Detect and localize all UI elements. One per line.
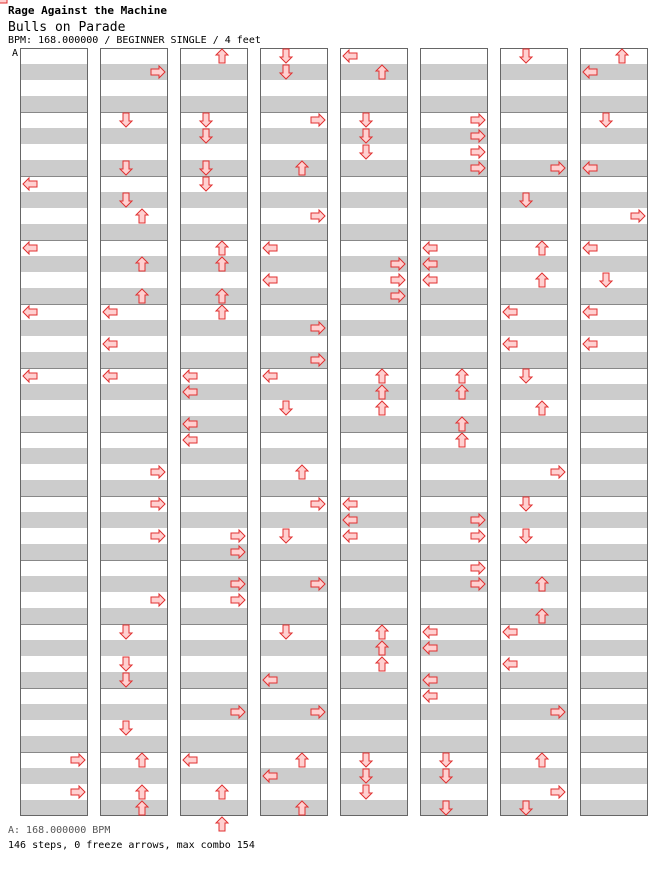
beat-stripe <box>420 448 488 464</box>
beat-stripe <box>580 704 648 720</box>
beat-stripe <box>340 224 408 240</box>
beat-stripe <box>260 96 328 112</box>
step-arrow-up-icon <box>216 785 228 799</box>
beat-stripe <box>340 800 408 816</box>
beat-stripe <box>420 384 488 400</box>
beat-stripe <box>500 608 568 624</box>
beat-stripe <box>260 800 328 816</box>
chart-column <box>260 49 328 817</box>
beat-stripe <box>100 256 168 272</box>
beat-stripe <box>580 544 648 560</box>
beat-stripe <box>500 224 568 240</box>
beat-stripe <box>500 512 568 528</box>
beat-stripe <box>260 608 328 624</box>
beat-stripe <box>500 800 568 816</box>
beat-stripe <box>340 416 408 432</box>
step-arrow-up-icon <box>376 401 388 415</box>
beat-stripe <box>100 192 168 208</box>
step-arrow-right-icon <box>471 146 485 158</box>
step-arrow-up-icon <box>376 369 388 383</box>
step-arrow-right-icon <box>151 530 165 542</box>
step-arrow-left-icon <box>423 274 437 286</box>
beat-stripe <box>340 128 408 144</box>
step-arrow-left-icon <box>103 338 117 350</box>
step-arrow-left-icon <box>343 50 357 62</box>
step-arrow-down-icon <box>120 721 132 735</box>
step-arrow-down-icon <box>200 177 212 191</box>
step-arrow-up-icon <box>456 369 468 383</box>
beat-stripe <box>420 704 488 720</box>
beat-stripe <box>180 512 248 528</box>
beat-stripe <box>420 768 488 784</box>
beat-stripe <box>420 192 488 208</box>
step-arrow-left-icon <box>183 434 197 446</box>
beat-stripe <box>500 576 568 592</box>
beat-stripe <box>580 288 648 304</box>
beat-stripe <box>100 160 168 176</box>
beat-stripe <box>500 480 568 496</box>
step-arrow-down-icon <box>280 401 292 415</box>
chart-column <box>340 49 408 817</box>
beat-stripe <box>580 512 648 528</box>
beat-stripe <box>260 288 328 304</box>
beat-stripe <box>260 64 328 80</box>
beat-stripe <box>100 224 168 240</box>
step-arrow-right-icon <box>151 594 165 606</box>
beat-stripe <box>180 160 248 176</box>
beat-stripe <box>20 704 88 720</box>
step-arrow-down-icon <box>360 785 372 799</box>
beat-stripe <box>100 352 168 368</box>
step-arrow-left-icon <box>343 530 357 542</box>
beat-stripe <box>260 384 328 400</box>
step-arrow-left-icon <box>103 306 117 318</box>
step-arrow-left-icon <box>503 338 517 350</box>
beat-stripe <box>100 576 168 592</box>
beat-stripe <box>20 160 88 176</box>
beat-stripe <box>20 768 88 784</box>
beat-stripe <box>100 640 168 656</box>
beat-stripe <box>100 736 168 752</box>
step-arrow-right-icon <box>551 466 565 478</box>
step-arrow-up-icon <box>136 209 148 223</box>
step-arrow-up-icon <box>536 401 548 415</box>
beat-stripe <box>20 544 88 560</box>
step-arrow-left-icon <box>583 242 597 254</box>
beat-stripe <box>180 800 248 816</box>
step-arrow-left-icon <box>183 754 197 766</box>
step-arrow-right-icon <box>71 754 85 766</box>
beat-stripe <box>580 480 648 496</box>
beat-stripe <box>20 800 88 816</box>
step-arrow-up-icon <box>216 241 228 255</box>
beat-stripe <box>180 320 248 336</box>
chart-info: BPM: 168.000000 / BEGINNER SINGLE / 4 feet <box>8 35 261 46</box>
step-arrow-up-icon <box>536 241 548 255</box>
beat-stripe <box>100 544 168 560</box>
step-arrow-left-icon <box>263 242 277 254</box>
step-arrow-left-icon <box>103 370 117 382</box>
step-arrow-down-icon <box>520 49 532 63</box>
beat-stripe <box>340 480 408 496</box>
beat-stripe <box>420 320 488 336</box>
beat-stripe <box>340 352 408 368</box>
beat-stripe <box>180 608 248 624</box>
step-arrow-right-icon <box>231 530 245 542</box>
step-arrow-left-icon <box>503 626 517 638</box>
beat-stripe <box>180 640 248 656</box>
step-arrow-right-icon <box>151 466 165 478</box>
step-arrow-up-icon <box>376 625 388 639</box>
step-arrow-down-icon <box>600 273 612 287</box>
beat-stripe <box>420 800 488 816</box>
beat-stripe <box>500 416 568 432</box>
beat-stripe <box>420 64 488 80</box>
step-arrow-down-icon <box>280 625 292 639</box>
beat-stripe <box>580 576 648 592</box>
step-arrow-up-icon <box>536 273 548 287</box>
beat-stripe <box>420 96 488 112</box>
beat-stripe <box>500 96 568 112</box>
step-arrow-right-icon <box>471 562 485 574</box>
beat-stripe <box>340 640 408 656</box>
beat-stripe <box>260 160 328 176</box>
beat-stripe <box>20 512 88 528</box>
beat-stripe <box>580 384 648 400</box>
step-arrow-up-icon <box>216 817 228 831</box>
beat-stripe <box>500 64 568 80</box>
beat-stripe <box>20 480 88 496</box>
step-arrow-up-icon <box>376 657 388 671</box>
step-arrow-up-icon <box>136 785 148 799</box>
beat-stripe <box>100 128 168 144</box>
step-arrow-down-icon <box>120 625 132 639</box>
beat-stripe <box>100 96 168 112</box>
beat-stripe <box>260 416 328 432</box>
step-arrow-right-icon <box>471 114 485 126</box>
beat-stripe <box>420 608 488 624</box>
step-arrow-up-icon <box>136 753 148 767</box>
beat-stripe <box>180 224 248 240</box>
song-title: Bulls on Parade <box>8 20 126 35</box>
step-arrow-right-icon <box>311 210 325 222</box>
beat-stripe <box>580 192 648 208</box>
step-arrow-left-icon <box>423 690 437 702</box>
beat-stripe <box>580 224 648 240</box>
chart-column <box>20 49 88 817</box>
beat-stripe <box>340 192 408 208</box>
beat-stripe <box>20 736 88 752</box>
beat-stripe <box>500 640 568 656</box>
beat-stripe <box>100 704 168 720</box>
beat-stripe <box>340 320 408 336</box>
step-arrow-up-icon <box>216 49 228 63</box>
step-arrow-down-icon <box>360 145 372 159</box>
beat-stripe <box>100 416 168 432</box>
beat-stripe <box>500 736 568 752</box>
step-arrow-left-icon <box>183 370 197 382</box>
step-arrow-up-icon <box>296 465 308 479</box>
beat-stripe <box>180 288 248 304</box>
step-arrow-right-icon <box>311 114 325 126</box>
beat-stripe <box>500 192 568 208</box>
beat-stripe <box>20 576 88 592</box>
beat-stripe <box>340 736 408 752</box>
beat-stripe <box>580 672 648 688</box>
step-arrow-right-icon <box>151 498 165 510</box>
song-artist: Rage Against the Machine <box>8 4 167 17</box>
beat-stripe <box>500 288 568 304</box>
beat-stripe <box>500 768 568 784</box>
beat-stripe <box>260 480 328 496</box>
beat-stripe <box>100 672 168 688</box>
beat-stripe <box>20 640 88 656</box>
beat-stripe <box>420 544 488 560</box>
beat-stripe <box>580 128 648 144</box>
bpm-marker-label: A <box>12 48 19 59</box>
beat-stripe <box>20 448 88 464</box>
beat-stripe <box>500 352 568 368</box>
beat-stripe <box>100 448 168 464</box>
beat-stripe <box>500 128 568 144</box>
beat-stripe <box>340 448 408 464</box>
beat-stripe <box>20 96 88 112</box>
beat-stripe <box>180 672 248 688</box>
beat-stripe <box>20 224 88 240</box>
step-arrow-left-icon <box>423 242 437 254</box>
beat-stripe <box>340 576 408 592</box>
beat-stripe <box>20 256 88 272</box>
beat-stripe <box>100 384 168 400</box>
beat-stripe <box>180 256 248 272</box>
beat-stripe <box>180 448 248 464</box>
beat-stripe <box>420 480 488 496</box>
step-arrow-left-icon <box>503 658 517 670</box>
beat-stripe <box>580 608 648 624</box>
step-arrow-down-icon <box>200 113 212 127</box>
step-arrow-up-icon <box>536 753 548 767</box>
beat-stripe <box>260 544 328 560</box>
beat-stripe <box>180 64 248 80</box>
step-arrow-right-icon <box>551 786 565 798</box>
beat-stripe <box>420 416 488 432</box>
beat-stripe <box>180 192 248 208</box>
beat-stripe <box>20 352 88 368</box>
beat-stripe <box>260 256 328 272</box>
beat-stripe <box>580 320 648 336</box>
step-arrow-left-icon <box>23 242 37 254</box>
step-arrow-right-icon <box>231 594 245 606</box>
step-arrow-left-icon <box>503 306 517 318</box>
step-arrow-right-icon <box>471 530 485 542</box>
step-arrow-down-icon <box>520 369 532 383</box>
beat-stripe <box>580 96 648 112</box>
beat-stripe <box>20 320 88 336</box>
beat-stripe <box>580 800 648 816</box>
beat-stripe <box>340 608 408 624</box>
beat-stripe <box>20 608 88 624</box>
beat-stripe <box>500 384 568 400</box>
beat-stripe <box>100 288 168 304</box>
step-arrow-right-icon <box>391 274 405 286</box>
step-arrow-down-icon <box>600 113 612 127</box>
beat-stripe <box>340 672 408 688</box>
step-arrow-undefined-icon <box>0 0 7 6</box>
beat-stripe <box>20 416 88 432</box>
beat-stripe <box>340 96 408 112</box>
step-arrow-up-icon <box>216 305 228 319</box>
step-arrow-down-icon <box>280 529 292 543</box>
step-arrow-down-icon <box>360 113 372 127</box>
step-arrow-right-icon <box>311 498 325 510</box>
step-arrow-down-icon <box>520 529 532 543</box>
beat-stripe <box>100 320 168 336</box>
beat-stripe <box>20 192 88 208</box>
beat-stripe <box>180 128 248 144</box>
step-arrow-up-icon <box>296 753 308 767</box>
footer-step-count: 146 steps, 0 freeze arrows, max combo 154 <box>8 840 255 851</box>
beat-stripe <box>500 544 568 560</box>
beat-stripe <box>500 672 568 688</box>
beat-stripe <box>180 96 248 112</box>
beat-stripe <box>580 352 648 368</box>
step-arrow-left-icon <box>23 178 37 190</box>
step-arrow-left-icon <box>23 370 37 382</box>
beat-stripe <box>20 288 88 304</box>
step-arrow-up-icon <box>616 49 628 63</box>
beat-stripe <box>580 256 648 272</box>
beat-stripe <box>180 480 248 496</box>
step-arrow-right-icon <box>631 210 645 222</box>
beat-stripe <box>100 768 168 784</box>
step-arrow-left-icon <box>423 626 437 638</box>
chart-column <box>420 49 488 817</box>
beat-stripe <box>580 416 648 432</box>
step-arrow-up-icon <box>456 433 468 447</box>
step-arrow-down-icon <box>440 753 452 767</box>
beat-stripe <box>260 224 328 240</box>
step-arrow-left-icon <box>23 306 37 318</box>
beat-stripe <box>100 800 168 816</box>
beat-stripe <box>340 768 408 784</box>
beat-stripe <box>340 160 408 176</box>
beat-stripe <box>260 192 328 208</box>
beat-stripe <box>340 544 408 560</box>
beat-stripe <box>340 704 408 720</box>
beat-stripe <box>420 224 488 240</box>
step-arrow-down-icon <box>120 657 132 671</box>
beat-stripe <box>500 320 568 336</box>
beat-stripe <box>420 352 488 368</box>
step-arrow-down-icon <box>280 49 292 63</box>
step-arrow-down-icon <box>520 497 532 511</box>
beat-stripe <box>500 256 568 272</box>
beat-stripe <box>20 64 88 80</box>
beat-stripe <box>260 448 328 464</box>
step-arrow-right-icon <box>71 786 85 798</box>
beat-stripe <box>180 736 248 752</box>
step-arrow-left-icon <box>583 306 597 318</box>
beat-stripe <box>100 608 168 624</box>
beat-stripe <box>20 672 88 688</box>
beat-stripe <box>20 128 88 144</box>
beat-stripe <box>100 512 168 528</box>
beat-stripe <box>20 384 88 400</box>
beat-stripe <box>340 384 408 400</box>
step-arrow-down-icon <box>120 113 132 127</box>
beat-stripe <box>580 640 648 656</box>
step-arrow-left-icon <box>343 498 357 510</box>
beat-stripe <box>420 288 488 304</box>
chart-column <box>100 49 168 817</box>
beat-stripe <box>100 480 168 496</box>
beat-stripe <box>580 448 648 464</box>
beat-stripe <box>500 448 568 464</box>
step-arrow-left-icon <box>263 370 277 382</box>
beat-stripe <box>180 768 248 784</box>
beat-stripe <box>260 640 328 656</box>
beat-stripe <box>260 128 328 144</box>
beat-stripe <box>580 768 648 784</box>
footer-bpm: A: 168.000000 BPM <box>8 825 111 836</box>
beat-stripe <box>180 352 248 368</box>
beat-stripe <box>580 736 648 752</box>
step-arrow-down-icon <box>360 753 372 767</box>
beat-stripe <box>260 512 328 528</box>
beat-stripe <box>260 736 328 752</box>
step-arrow-left-icon <box>263 274 277 286</box>
beat-stripe <box>340 64 408 80</box>
step-arrow-left-icon <box>583 338 597 350</box>
beat-stripe <box>420 736 488 752</box>
